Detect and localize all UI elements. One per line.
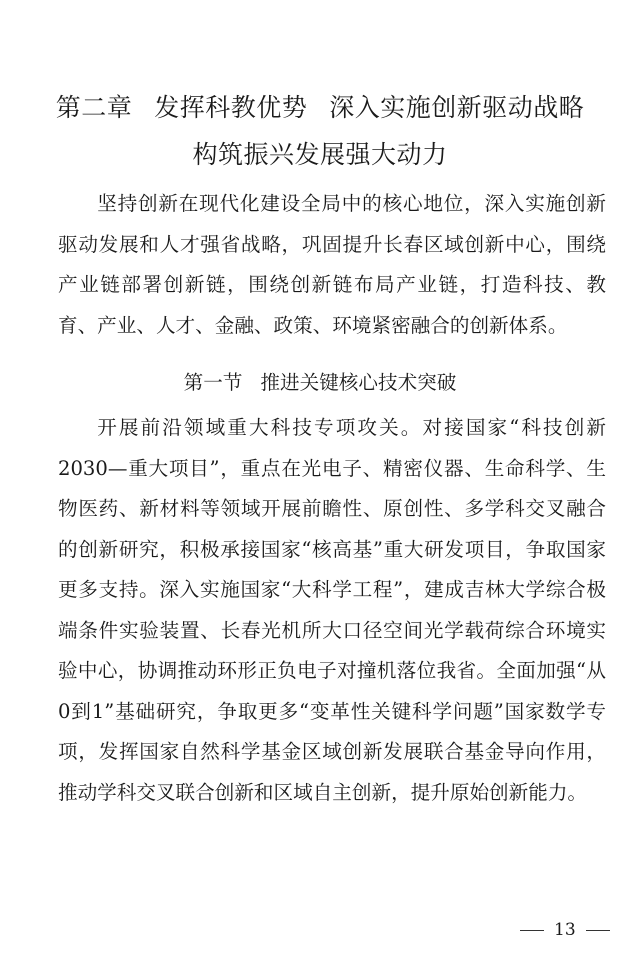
section-title	[0, 368, 640, 398]
chapter-subtitle: 构筑振兴发展强大动力	[192, 140, 448, 169]
section-label: 第一节	[183, 371, 243, 394]
dash-right	[586, 930, 610, 931]
section-title-text: 推进关键核心技术突破	[260, 371, 457, 394]
page-footer	[520, 918, 620, 942]
chapter-title-part1: 发挥科教优势	[154, 93, 308, 122]
dash-left	[520, 930, 544, 931]
body-paragraph: 开展前沿领域重大科技专项攻关。对接国家“科技创新2030—重大项目”，重点在光电子、精密仪器、生命科学、生物医药、新材料等领域开展前瞻性、原创性、多学科交叉融合的创新研究，积极承接国家“核高基”重大研发项目，争取国家更多支持。深入实施国家“大科学工程”，建成吉林大学综合极端条件实验装置、长春光机所大口径空间光学载荷综合环境实验中心，协调推动环形正负电子对撞机落位我省。全面加强“从0到1”基础研究，争取更多“变革性关键科学问题”国家数学专项，发挥国家自然科学基金区域创新发展联合基金导向作用，推动学科交叉联合创新和区域自主创新，提升原始创新能力。	[58, 416, 606, 804]
chapter-title-line2	[0, 140, 640, 170]
chapter-label: 第二章	[55, 93, 133, 122]
chapter-title-line1	[0, 93, 640, 123]
page-number: 13	[554, 920, 576, 940]
intro-paragraph: 坚持创新在现代化建设全局中的核心地位，深入实施创新驱动发展和人才强省战略，巩固提升长春区域创新中心，围绕产业链部署创新链，围绕创新链布局产业链，打造科技、教育、产业、人才、金融、政策、环境紧密融合的创新体系。	[58, 192, 606, 337]
chapter-title-part2: 深入实施创新驱动战略	[329, 93, 585, 122]
